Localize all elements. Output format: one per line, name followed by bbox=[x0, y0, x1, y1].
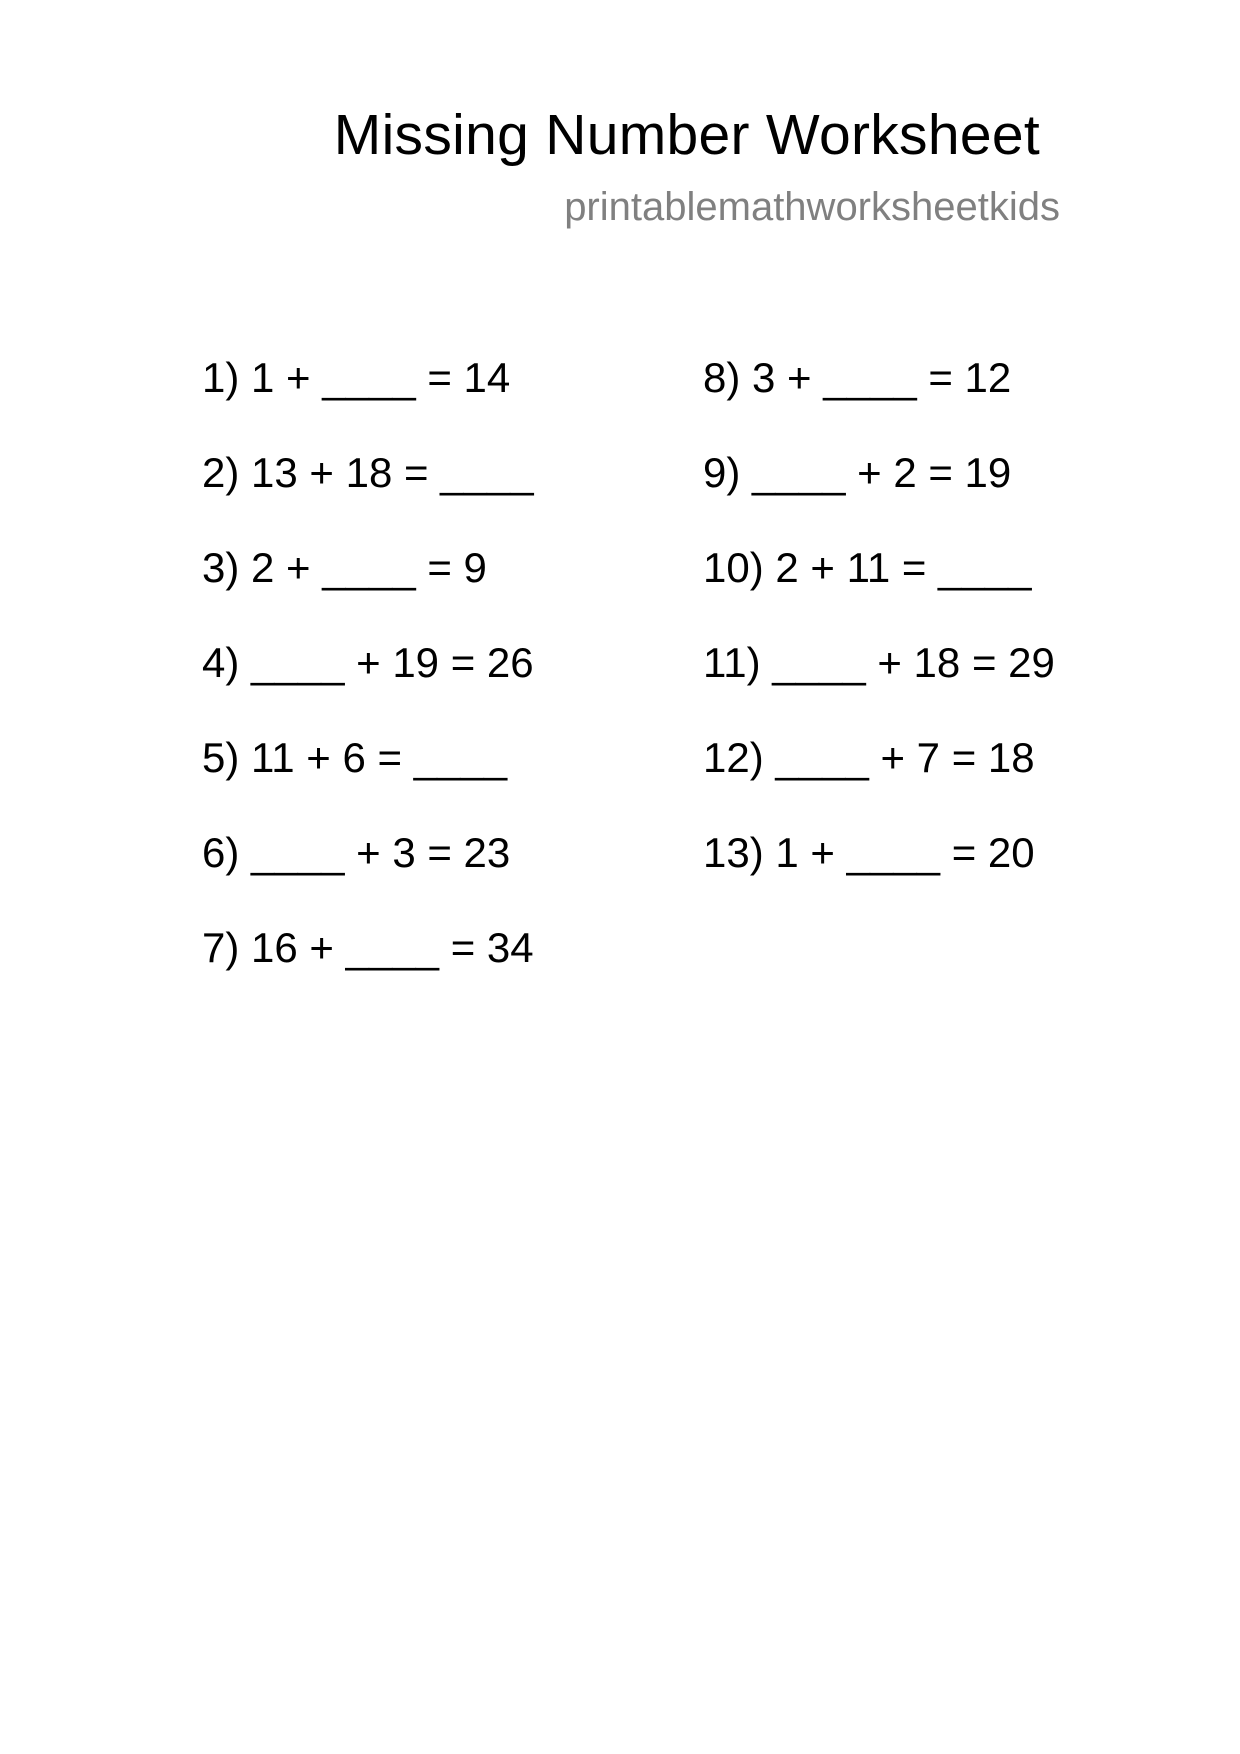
problem-column-left bbox=[202, 348, 534, 1013]
problem-9: 9) ____ + 2 = 19 bbox=[703, 449, 1012, 496]
problem-7: 7) 16 + ____ = 34 bbox=[202, 924, 534, 971]
problem-13: 13) 1 + ____ = 20 bbox=[703, 829, 1035, 876]
worksheet-source: printablemathworksheetkids bbox=[564, 185, 1060, 229]
problem-6: 6) ____ + 3 = 23 bbox=[202, 829, 511, 876]
problem-12: 12) ____ + 7 = 18 bbox=[703, 734, 1035, 781]
problem-11: 11) ____ + 18 = 29 bbox=[703, 639, 1055, 686]
problem-8: 8) 3 + ____ = 12 bbox=[703, 354, 1012, 401]
problem-4: 4) ____ + 19 = 26 bbox=[202, 639, 534, 686]
problem-3: 3) 2 + ____ = 9 bbox=[202, 544, 487, 591]
problem-1: 1) 1 + ____ = 14 bbox=[202, 354, 511, 401]
worksheet-title: Missing Number Worksheet bbox=[333, 103, 1040, 167]
problem-2: 2) 13 + 18 = ____ bbox=[202, 449, 534, 496]
problem-10: 10) 2 + 11 = ____ bbox=[703, 544, 1032, 591]
problem-5: 5) 11 + 6 = ____ bbox=[202, 734, 508, 781]
problem-column-right bbox=[703, 348, 1055, 918]
